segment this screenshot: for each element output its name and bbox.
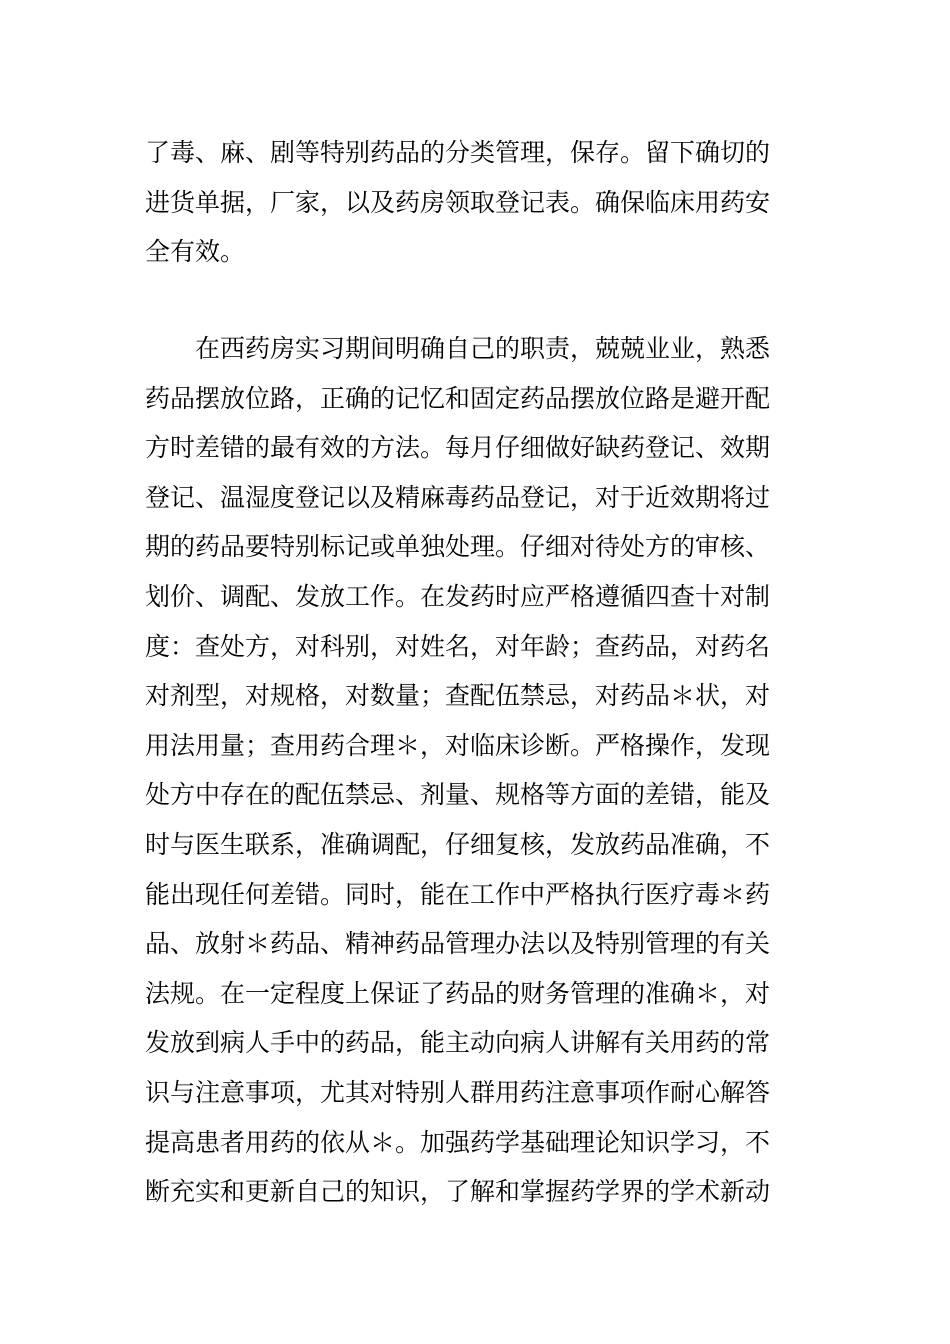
paragraph-line: 识与注意事项，尤其对特别人群用药注意事项作耐心解答 <box>145 1077 771 1107</box>
paragraph-line: 药品摆放位路，正确的记忆和固定药品摆放位路是避开配 <box>145 383 771 413</box>
paragraph-line: 了毒、麻、剧等特别药品的分类管理，保存。留下确切的 <box>145 138 771 167</box>
paragraph-line: 提高患者用药的依从＊。加强药学基础理论知识学习，不 <box>145 1127 771 1157</box>
paragraph-line: 断充实和更新自己的知识，了解和掌握药学界的学术新动 <box>145 1177 771 1207</box>
paragraph-line: 登记、温湿度登记以及精麻毒药品登记，对于近效期将过 <box>145 482 771 512</box>
paragraph-line: 能出现任何差错。同时，能在工作中严格执行医疗毒＊药 <box>145 879 771 909</box>
paragraph-line: 用法用量；查用药合理＊，对临床诊断。严格操作，发现 <box>145 730 771 760</box>
paragraph-line: 方时差错的最有效的方法。每月仔细做好缺药登记、效期 <box>145 433 771 463</box>
paragraph-line: 处方中存在的配伍禁忌、剂量、规格等方面的差错，能及 <box>145 780 771 810</box>
paragraph-line: 进货单据，厂家，以及药房领取登记表。确保临床用药安 <box>145 187 771 217</box>
paragraph-line: 在西药房实习期间明确自己的职责，兢兢业业，熟悉 <box>145 334 771 363</box>
paragraph-line: 度：查处方，对科别，对姓名，对年龄；查药品，对药名 <box>145 631 771 661</box>
paragraph-line: 发放到病人手中的药品，能主动向病人讲解有关用药的常 <box>145 1028 771 1058</box>
paragraph-line: 对剂型，对规格，对数量；查配伍禁忌，对药品＊状，对 <box>145 681 771 711</box>
paragraph-line: 期的药品要特别标记或单独处理。仔细对待处方的审核、 <box>145 532 771 562</box>
paragraph-2 <box>145 324 825 1217</box>
paragraph-line: 全有效。 <box>145 237 246 267</box>
paragraph-line: 时与医生联系，准确调配，仔细复核，发放药品准确，不 <box>145 829 771 859</box>
paragraph-line: 划价、调配、发放工作。在发药时应严格遵循四查十对制 <box>145 581 771 611</box>
paragraph-line: 品、放射＊药品、精神药品管理办法以及特别管理的有关 <box>145 929 771 959</box>
paragraph-1 <box>145 128 825 277</box>
paragraph-line: 法规。在一定程度上保证了药品的财务管理的准确＊，对 <box>145 978 771 1008</box>
